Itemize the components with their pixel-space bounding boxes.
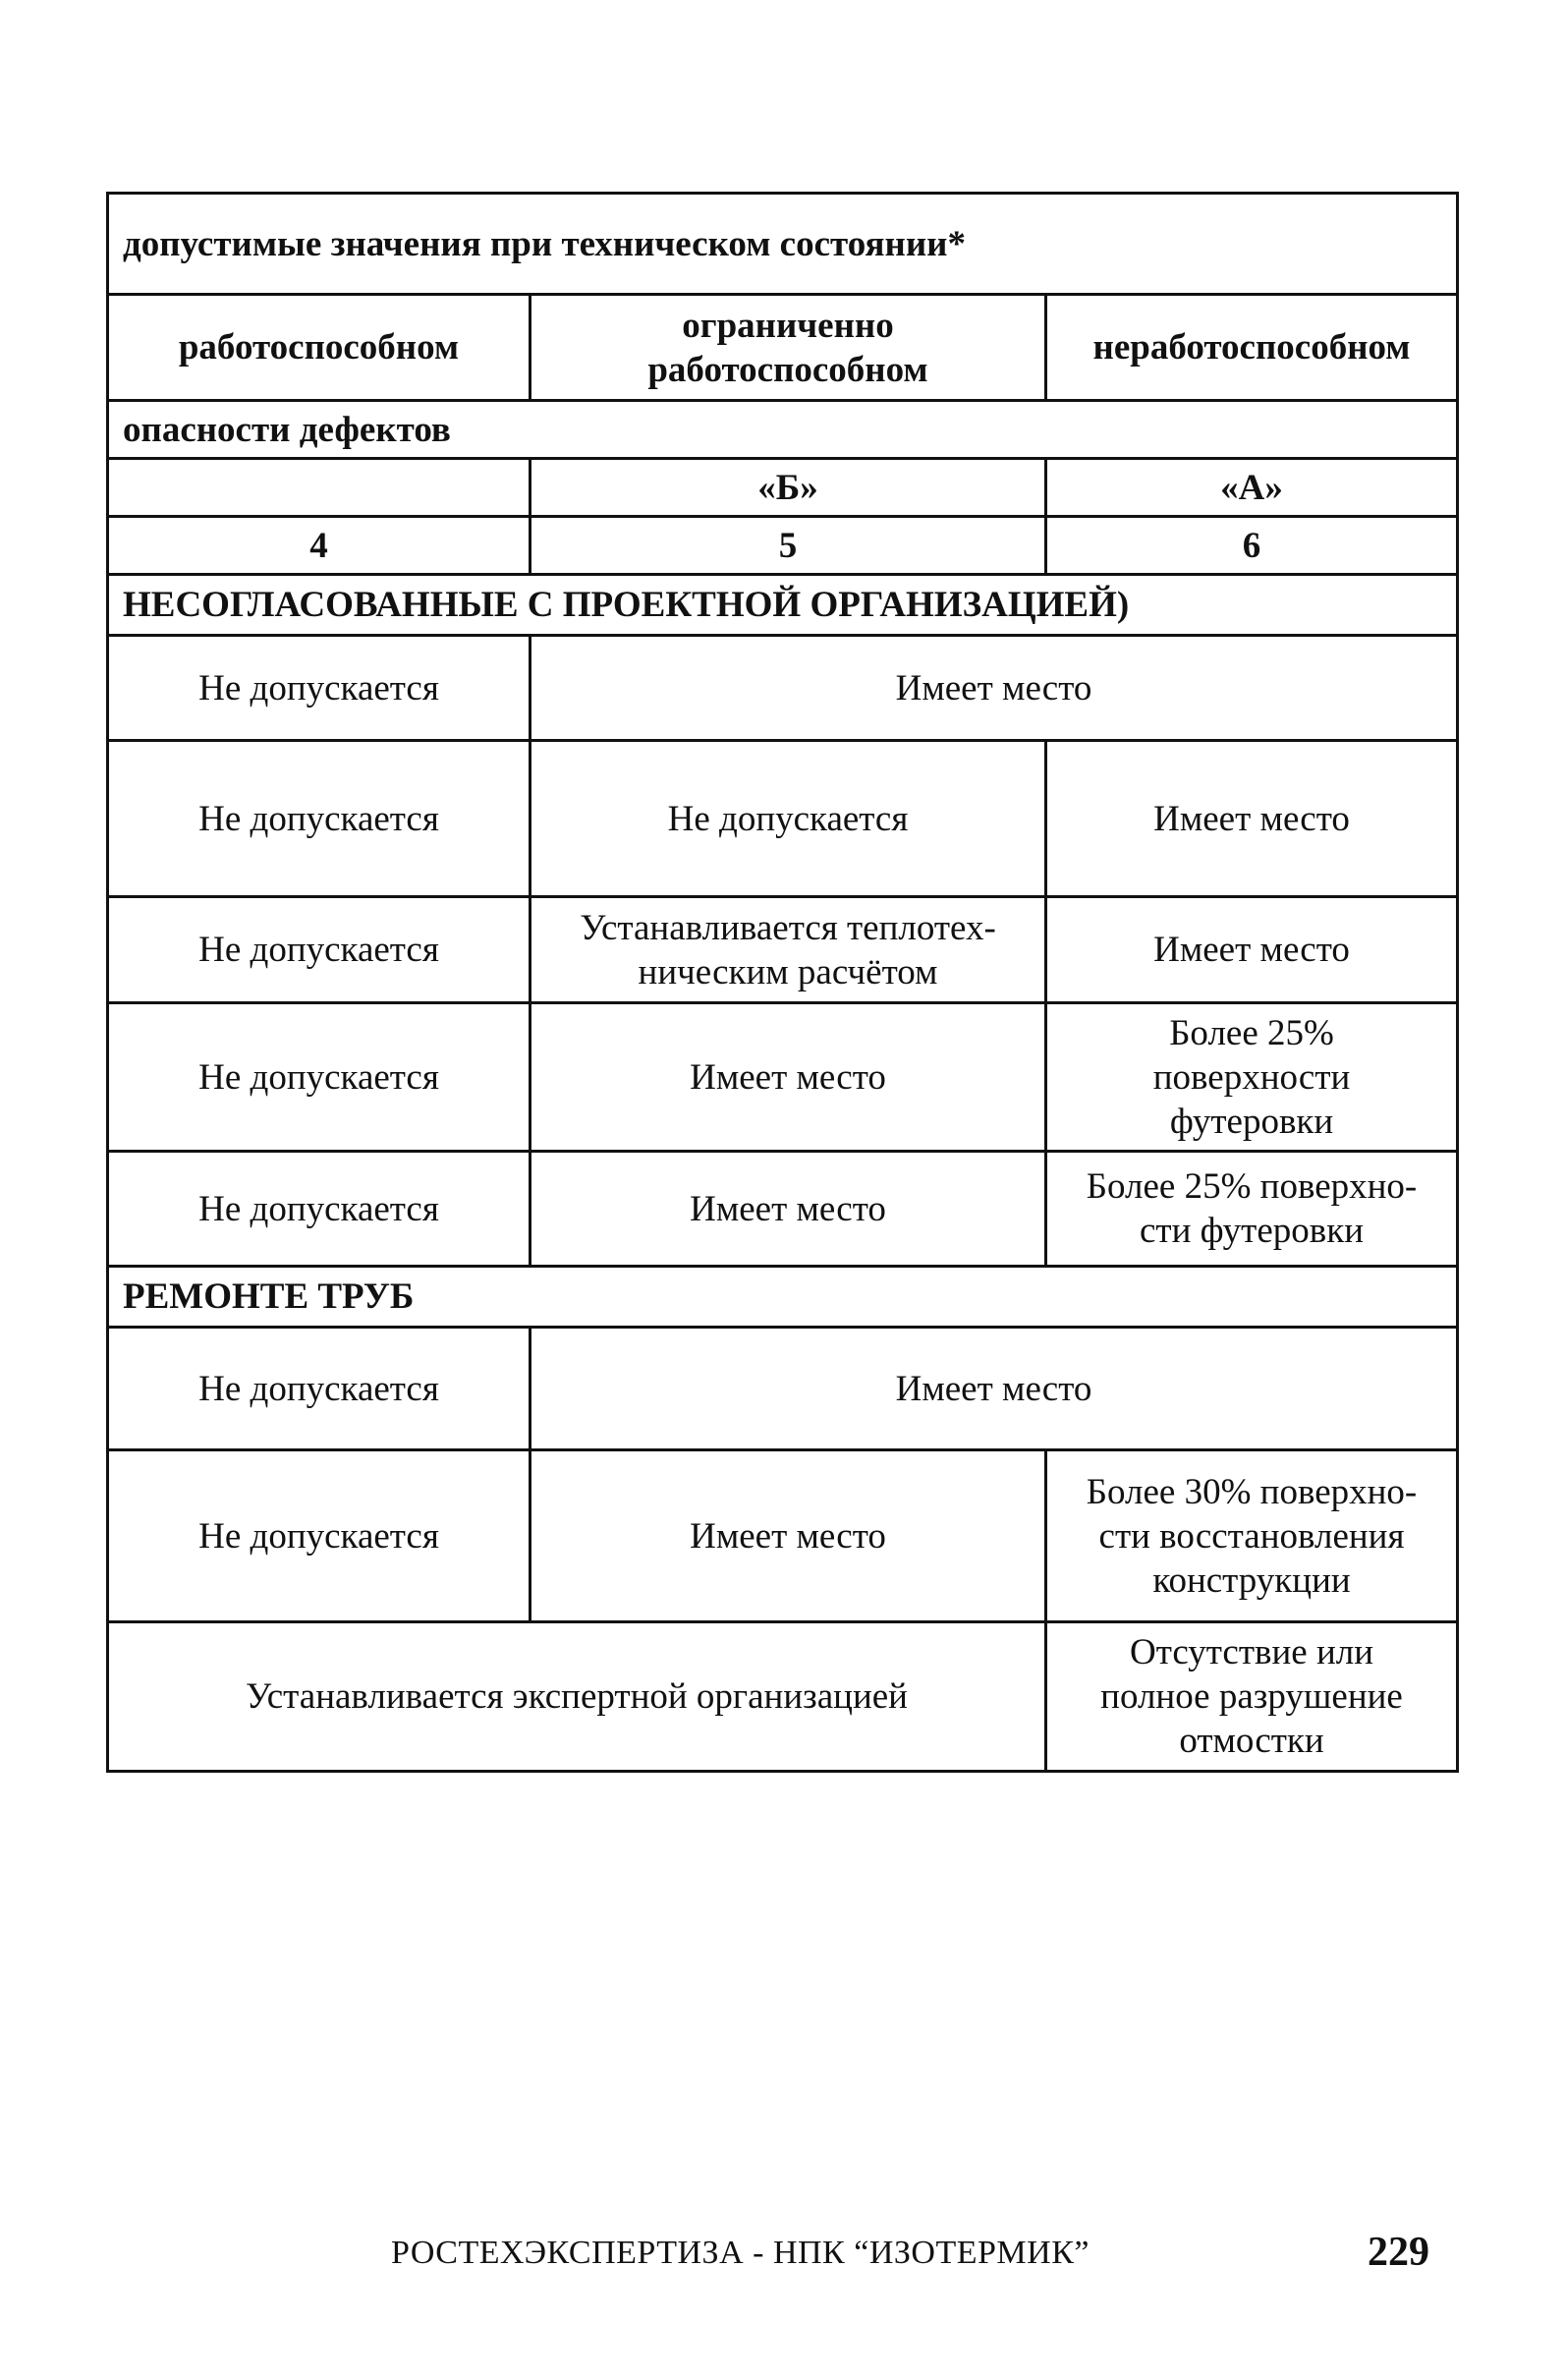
table-row [108,1622,1458,1772]
header-col-operable: работоспособном [108,295,531,401]
table-header-row [108,517,1458,575]
table-header-row [108,459,1458,517]
header-title: допустимые значения при техническом состоянии* [108,194,1458,295]
section-title: РЕМОНТЕ ТРУБ [108,1267,1458,1328]
section-title: НЕСОГЛАСОВАННЫЕ С ПРОЕКТНОЙ ОРГАНИЗАЦИЕЙ) [108,575,1458,636]
footer-organization: РОСТЕХЭКСПЕРТИЗА - НПК “ИЗОТЕРМИК” [391,2235,1090,2271]
table-cell: Не допускается [108,897,531,1003]
header-number-1: 4 [108,517,531,575]
table-row [108,1328,1458,1450]
header-category-1 [108,459,531,517]
table-cell: Более 25% поверхности футеровки [1046,1003,1458,1152]
header-danger-label: опасности дефектов [108,401,1458,459]
table-header-row [108,401,1458,459]
table-header-row [108,295,1458,401]
section-title-row [108,575,1458,636]
table-cell: Не допускается [108,1152,531,1267]
header-category-3: «А» [1046,459,1458,517]
table-cell: Устанавливается теплотех- ническим расчётом [531,897,1046,1003]
table-row [108,1003,1458,1152]
technical-state-table [106,192,1459,1773]
header-category-2: «Б» [531,459,1046,517]
table-cell: Имеет место [531,1328,1458,1450]
table-header-row [108,194,1458,295]
table-row [108,636,1458,741]
table-cell: Не допускается [108,1450,531,1622]
table-cell: Имеет место [531,636,1458,741]
table-row [108,1152,1458,1267]
header-number-3: 6 [1046,517,1458,575]
table-cell: Не допускается [531,741,1046,897]
table-cell: Имеет место [1046,897,1458,1003]
table-cell: Не допускается [108,741,531,897]
table-cell: Более 30% поверхно- сти восстановления конструкции [1046,1450,1458,1622]
table-row [108,741,1458,897]
header-number-2: 5 [531,517,1046,575]
header-col-limited-operable: ограниченно работоспособном [531,295,1046,401]
header-col-inoperable: неработоспособном [1046,295,1458,401]
table-cell: Имеет место [531,1003,1046,1152]
table-cell: Более 25% поверхно- сти футеровки [1046,1152,1458,1267]
page-number: 229 [1368,2230,1429,2275]
table-cell: Имеет место [531,1152,1046,1267]
table-row [108,897,1458,1003]
table-row [108,1450,1458,1622]
table-cell: Не допускается [108,1003,531,1152]
table-cell: Имеет место [531,1450,1046,1622]
page-footer [0,2223,1565,2282]
table-cell: Имеет место [1046,741,1458,897]
table-cell: Отсутствие или полное разрушение отмостки [1046,1622,1458,1772]
table-cell: Устанавливается экспертной организацией [108,1622,1046,1772]
table-cell: Не допускается [108,636,531,741]
section-title-row [108,1267,1458,1328]
table-cell: Не допускается [108,1328,531,1450]
